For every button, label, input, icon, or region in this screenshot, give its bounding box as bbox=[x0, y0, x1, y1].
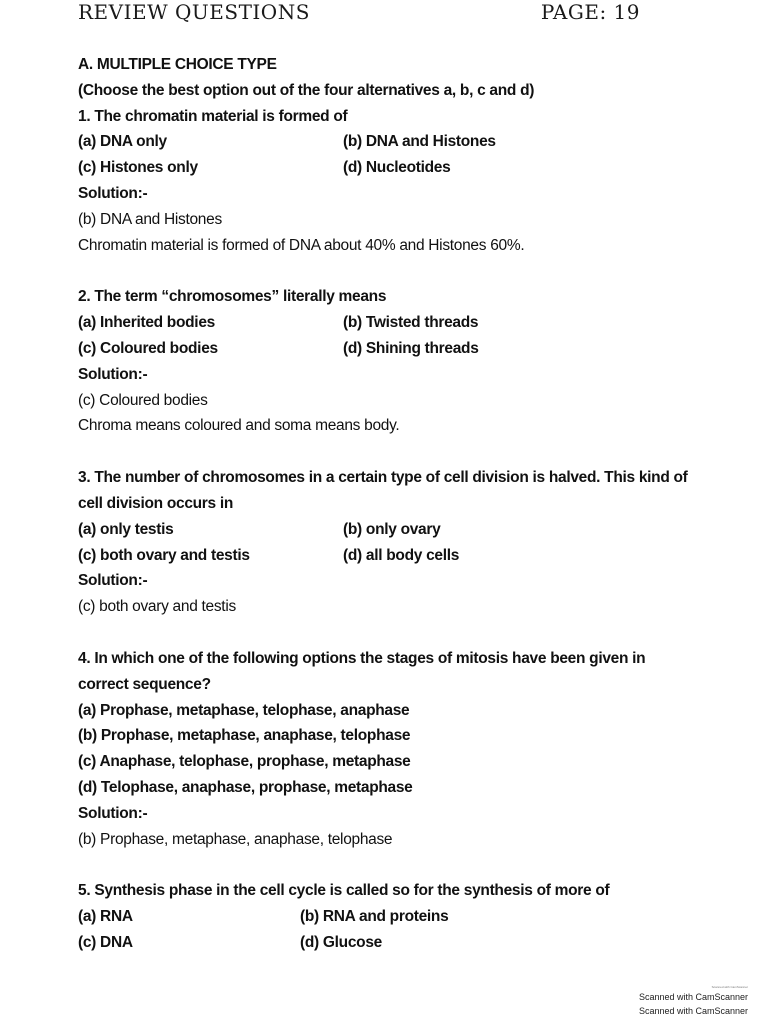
page-content bbox=[78, 52, 718, 956]
answer: (b) DNA and Histones bbox=[78, 210, 222, 228]
solution-label: Solution:- bbox=[78, 365, 148, 383]
solution-label: Solution:- bbox=[78, 804, 148, 822]
option-b: (b) only ovary bbox=[343, 520, 441, 538]
option-b: (b) RNA and proteins bbox=[300, 908, 449, 926]
option-a: (a) Inherited bodies bbox=[78, 314, 215, 332]
watermark-line-2: Scanned with CamScanner bbox=[638, 1006, 748, 1016]
scanner-watermark bbox=[639, 984, 748, 1018]
answer: (c) both ovary and testis bbox=[78, 598, 236, 616]
solution-label: Solution:- bbox=[78, 184, 148, 202]
option-d: (d) Glucose bbox=[300, 933, 382, 951]
section-instruction: (Choose the best option out of the four alternatives a, b, c and d) bbox=[78, 81, 535, 99]
page-header bbox=[78, 0, 640, 26]
options-row bbox=[78, 310, 718, 336]
watermark-line-1: Scanned with CamScanner bbox=[638, 992, 748, 1002]
option-a: (a) only testis bbox=[78, 520, 174, 538]
explanation: Chromatin material is formed of DNA about 40% and Histones 60%. bbox=[78, 236, 525, 254]
question-5: 5. Synthesis phase in the cell cycle is called so for the synthesis of more of bbox=[78, 882, 610, 900]
option-b: (b) DNA and Histones bbox=[343, 133, 496, 151]
options-row bbox=[78, 129, 718, 155]
question-1: 1. The chromatin material is formed of bbox=[78, 107, 348, 125]
options-row bbox=[78, 930, 718, 956]
question-4-continued: correct sequence? bbox=[78, 675, 211, 693]
solution-label: Solution:- bbox=[78, 572, 148, 590]
page-number: PAGE: 19 bbox=[540, 0, 640, 24]
watermark-tiny: Scanned with CamScanner bbox=[711, 985, 748, 989]
option-c: (c) Anaphase, telophase, prophase, metaphase bbox=[78, 753, 411, 771]
spacer bbox=[78, 852, 718, 878]
question-2: 2. The term “chromosomes” literally means bbox=[78, 288, 387, 306]
option-a: (a) DNA only bbox=[78, 133, 167, 151]
answer: (c) Coloured bodies bbox=[78, 391, 208, 409]
option-c: (c) DNA bbox=[78, 933, 133, 951]
question-3-continued: cell division occurs in bbox=[78, 494, 234, 512]
options-row bbox=[78, 543, 718, 569]
option-d: (d) Nucleotides bbox=[343, 159, 451, 177]
question-4: 4. In which one of the following options the stages of mitosis have been given in bbox=[78, 649, 646, 667]
options-row bbox=[78, 517, 718, 543]
question-3: 3. The number of chromosomes in a certain type of cell division is halved. This kind of bbox=[78, 469, 688, 487]
options-row bbox=[78, 904, 718, 930]
option-a: (a) RNA bbox=[78, 908, 133, 926]
option-d: (d) Shining threads bbox=[343, 339, 479, 357]
option-c: (c) Histones only bbox=[78, 159, 198, 177]
spacer bbox=[78, 258, 718, 284]
explanation: Chroma means coloured and soma means body. bbox=[78, 417, 400, 435]
spacer bbox=[78, 620, 718, 646]
option-b: (b) Twisted threads bbox=[343, 314, 479, 332]
option-b: (b) Prophase, metaphase, anaphase, telophase bbox=[78, 727, 411, 745]
options-row bbox=[78, 155, 718, 181]
section-title: A. MULTIPLE CHOICE TYPE bbox=[78, 56, 277, 73]
options-row bbox=[78, 336, 718, 362]
option-a: (a) Prophase, metaphase, telophase, anaphase bbox=[78, 701, 410, 719]
option-c: (c) Coloured bodies bbox=[78, 339, 218, 357]
option-d: (d) all body cells bbox=[343, 546, 460, 564]
option-c: (c) both ovary and testis bbox=[78, 546, 250, 564]
spacer bbox=[78, 439, 718, 465]
header-title: REVIEW QUESTIONS bbox=[78, 0, 310, 24]
option-d: (d) Telophase, anaphase, prophase, metaphase bbox=[78, 778, 413, 796]
answer: (b) Prophase, metaphase, anaphase, telophase bbox=[78, 830, 393, 848]
